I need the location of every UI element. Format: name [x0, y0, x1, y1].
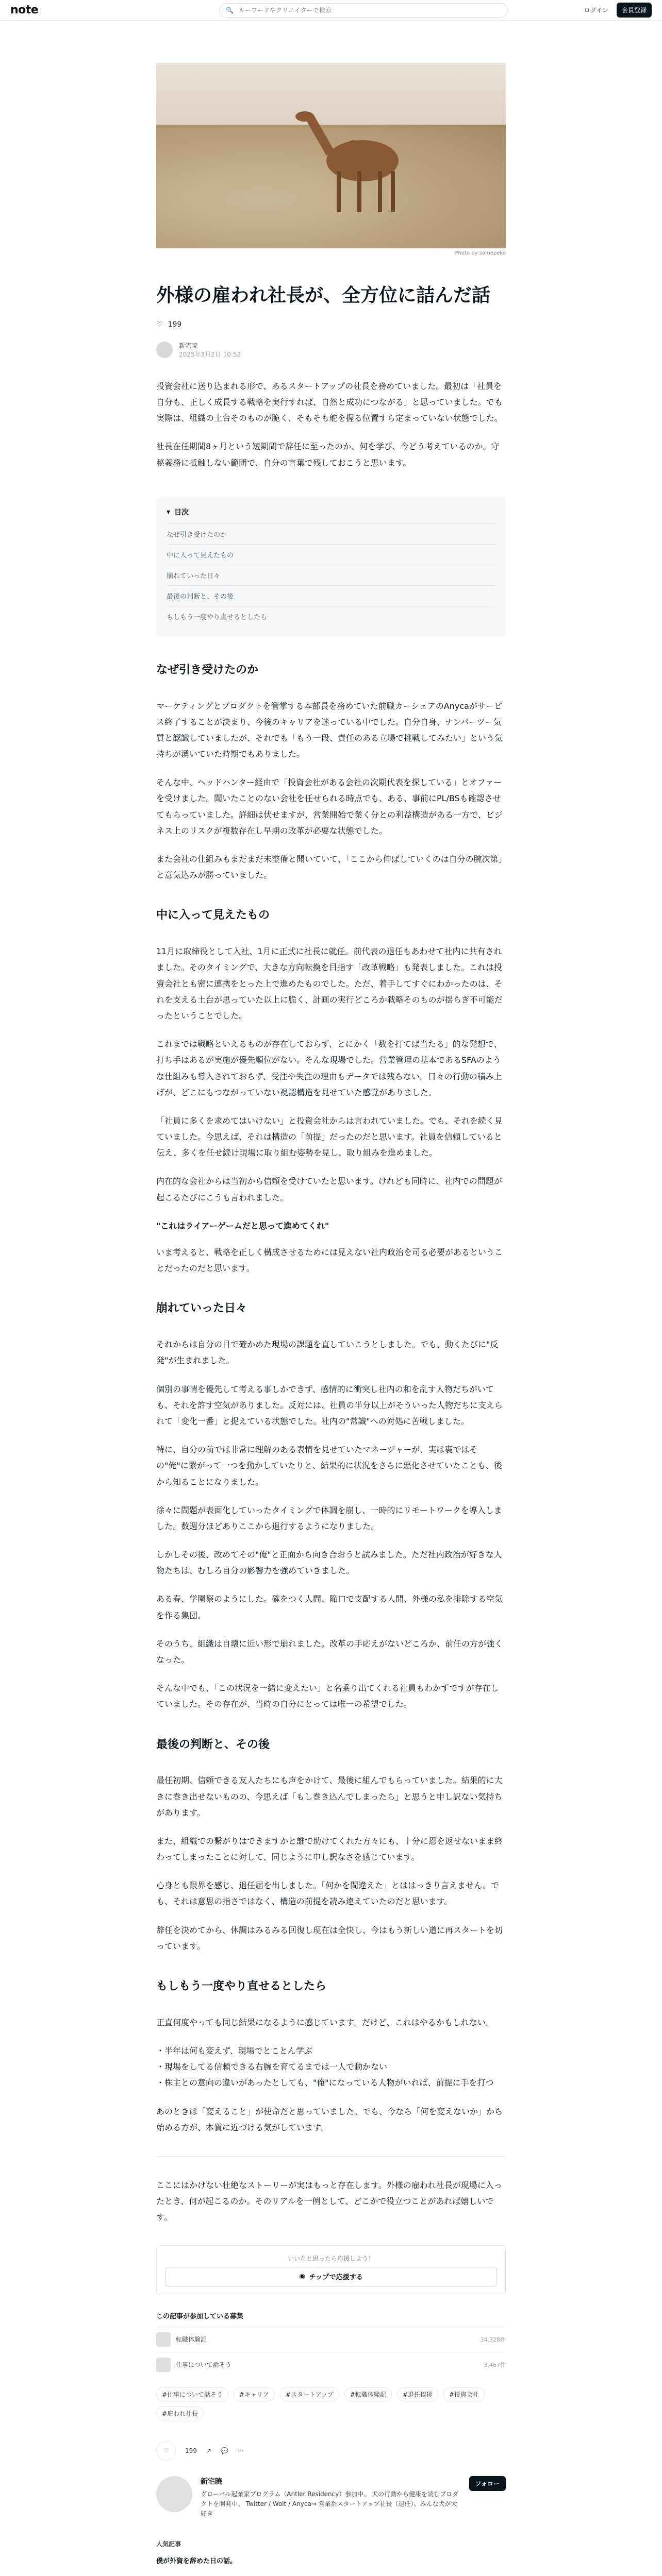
publish-date: 2025年3月2日 10:52 — [179, 350, 241, 358]
photo-credit: Photo by somepeko — [455, 250, 506, 256]
bullet-item: ・現場をしてる信頼できる右腕を育てるまでは一人で動かない — [156, 2062, 388, 2072]
paragraph: これまでは戦略といえるものが存在しておらず、とにかく「数を打てば当たる」的な発想で、打ち手はあるが実施が優先順位がない。そんな現場でした。営業管理の基本であるSFAのような仕組みも導入されておらず、受注や失注の理由もデータでは残らない。日々の行動の積み上げが、どこにもつながっていない視認構造を見せていた感覚がありました。 — [156, 1039, 502, 1097]
intro-paragraph-1: 社長在任期間8ヶ月という短期間で辞任に至ったのか、何を学び、今どう考えているのか。守秘義務に抵触しない範囲で、自分の言葉で残しておこうと思います。 — [156, 442, 500, 468]
paragraph: ある春、学園祭のようにした。確をつく人間、陥口で支配する人間、外様の私を排除する空気を作る集団。 — [156, 1594, 503, 1620]
toc-title[interactable] — [167, 507, 495, 517]
heart-icon[interactable]: ♡ — [156, 320, 163, 329]
bottom-actions — [156, 2441, 506, 2461]
author-avatar[interactable] — [156, 342, 173, 358]
magazine-title: この記事が参加している募集 — [156, 2312, 244, 2320]
author-card-avatar[interactable] — [156, 2476, 192, 2512]
magazine-name: 仕事について話そう — [176, 2361, 231, 2369]
tip-button[interactable] — [165, 2267, 497, 2286]
hero-image — [156, 63, 506, 248]
paragraph: それからは自分の目で確かめた現場の課題を直していこうとしました。でも、動くたびに"反発"が生まれました。 — [156, 1340, 499, 1366]
section-why — [156, 698, 506, 884]
header-actions — [584, 3, 652, 18]
camel-illustration — [156, 63, 506, 248]
divider — [156, 2156, 506, 2157]
search-icon: 🔍 — [226, 7, 234, 14]
toc-item[interactable]: もしもう一度やり直せるとしたら — [167, 606, 495, 626]
article-title: 外様の雇われ社長が、全方位に詰んだ話 — [156, 285, 491, 306]
magazine-name: 転職体験記 — [176, 2336, 207, 2344]
paragraph: また会社の仕組みもまだまだ未整備と聞いていて、「ここから伸ばしていくのは自分の腕次第」と意気込みが勝っていました。 — [156, 854, 503, 880]
section-heading-why: なぜ引き受けたのか — [156, 663, 259, 676]
article — [156, 21, 506, 2565]
top-nav — [0, 0, 662, 21]
section-inside — [156, 943, 506, 1276]
ending-text: ここにはかけない壮絶なストーリーが実はもっと存在します。外様の雇われ社長が現場に入ったとき、何が起こるのか。そのリアルを一例として、どこかで役立つことがあれば嬉しいです。 — [156, 2180, 502, 2223]
author-card-info — [201, 2476, 461, 2519]
quote: "これはライアーゲームだと思って進めてくれ" — [156, 1221, 329, 1231]
likes-count: 199 — [168, 320, 182, 329]
toc-item[interactable]: なぜ引き受けたのか — [167, 523, 495, 544]
heart-icon: ♡ — [163, 2447, 169, 2454]
paragraph: そのうち、組織は自壊に近い形で崩れました。改革の手応えがないどころか、前任の方が強くなった。 — [156, 1638, 503, 1665]
section-redo — [156, 2014, 506, 2136]
paragraph: 正直何度やっても同じ結果になるように感じています。だけど、これはやるかもしれない。 — [156, 2017, 494, 2027]
ending — [156, 2177, 506, 2226]
author-row — [156, 341, 506, 359]
popular-item[interactable]: 僕が外資を辞めた日の話。 — [156, 2557, 237, 2566]
comment-icon[interactable]: 💬 — [220, 2447, 228, 2454]
search-input[interactable] — [238, 6, 507, 14]
paragraph: 心身とも限界を感じ、退任届を出しました。「何かを間違えた」とははっきり言えません。でも、それは意思の指さではなく、構造の前提を読み違えていたのだと思います。 — [156, 1880, 499, 1907]
author-card — [156, 2476, 506, 2519]
paragraph: あのときは「変えること」が使命だと思っていました。でも、今なら「何を変えないか」から始める方が、本質に近づける気がしています。 — [156, 2106, 503, 2132]
paragraph: いま考えると、戦略を正しく構成させるためには見えない社内政治を司る必要があるということだったのだと思います。 — [156, 1247, 503, 1274]
paragraph: 11月に取締役として入社、1月に正式に社長に就任。前代表の退任もあわせて社内に共有されました。そのタイミングで、大きな方向転換を目指す「改革戦略」も発表しました。これは投資会社とも密に連携をとった上で進めたものでした。ただ、着手してすぐにわかったのは、それを支える土台が思っていた以上に脆く、計画の実行どころか戦略そのものが揺らぎ不可能だったということでした。 — [156, 946, 503, 1021]
tag-chip[interactable]: #仕事について話そう — [156, 2387, 228, 2401]
paragraph: マーケティングとプロダクトを管掌する本部長を務めていた前職カーシェアのAnycaがサービス終了することが決まり、今後のキャリアを迷っている中でした。自分自身、ナンバーツー気質と認識していましたが、それでも「もう一段、責任のある立場で挑戦してみたい」という気持ちが湧いていた時期でもありました。 — [156, 701, 503, 759]
section-heading-inside: 中に入って見えたもの — [156, 909, 270, 922]
signup-button[interactable]: 会員登録 — [617, 3, 652, 18]
paragraph: 徐々に問題が表面化していったタイミングで体調を崩し、一時的にリモートワークを導入しました。数週分ほどありここから退行するようになりました。 — [156, 1505, 502, 1531]
tag-chip[interactable]: #スタートアップ — [280, 2387, 339, 2401]
paragraph: 「社員に多くを求めてはいけない」と投資会社からは言われていました。でも、それを続く見ていました。今思えば、それは構造の「前提」だったのだと思います。社員を信頼していると伝え、多くを任せ続け現場に取り組む姿勢を見し、取り組みを進めました。 — [156, 1115, 503, 1158]
popular-articles — [156, 2539, 506, 2565]
magazine-thumb — [156, 2358, 171, 2372]
tips-box — [156, 2245, 506, 2295]
magazine-meta: 3,467件 — [484, 2361, 506, 2368]
author-meta — [179, 341, 241, 359]
magazine-thumb — [156, 2332, 171, 2347]
follow-button[interactable]: フォロー — [469, 2476, 506, 2491]
paragraph: そんな中、ヘッドハンター経由で「投資会社がある会社の次期代表を探している」とオファーを受けました。聞いたことのない会社を任せられる時点でも、ある、事前にPL/BSも確認させてもらっていました。詳細は伏せますが、営業開始で業く分との利益構造がある一方で、ビジネス上のリスクが複数存在し早期の改革が必要な状態でした。 — [156, 777, 503, 836]
tips-label: いいなと思ったら応援しよう！ — [287, 2255, 374, 2262]
bottom-likes-count: 199 — [185, 2447, 197, 2454]
paragraph: また、組織での繋がりはできますかと誰で助けてくれた方々にも、十分に恩を返せないまま終わってしまったことに対して、同じように申し訳なさを感じています。 — [156, 1836, 503, 1862]
bullet-item: ・半年は何も変えず、現場でとことん学ぶ — [156, 2046, 312, 2056]
toc-item[interactable]: 最後の判断と、その後 — [167, 585, 495, 606]
more-icon[interactable]: ⋯ — [237, 2447, 244, 2454]
section-heading-collapse: 崩れていった日々 — [156, 1302, 247, 1315]
magazine-item[interactable] — [156, 2352, 506, 2377]
magazine-meta: 34,328件 — [480, 2336, 506, 2343]
bullet-item: ・株主との意向の違いがあったとしても、"俺"になっている人物がいれば、前提に手を打つ — [156, 2078, 494, 2088]
login-link[interactable]: ログイン — [584, 7, 608, 14]
likes-row — [156, 320, 506, 329]
intro — [156, 378, 506, 471]
tags — [156, 2387, 506, 2420]
coin-icon: ◉ — [299, 2273, 305, 2281]
chevron-down-icon: ▾ — [167, 507, 171, 516]
note-logo[interactable]: note — [10, 4, 39, 16]
table-of-contents — [156, 497, 506, 637]
share-icon[interactable]: ↗ — [206, 2447, 211, 2454]
tag-chip[interactable]: #投資会社 — [443, 2387, 485, 2401]
magazine-item[interactable] — [156, 2327, 506, 2352]
like-button[interactable] — [156, 2441, 176, 2461]
section-heading-final: 最後の判断と、その後 — [156, 1738, 270, 1751]
paragraph: 内在的な会社からは当初から信頼を受けていたと思います。けれども同時に、社内での問題が起こるたびにこうも言われました。 — [156, 1176, 502, 1202]
tag-chip[interactable]: #転職体験記 — [344, 2387, 392, 2401]
tip-button-label: チップで応援する — [309, 2274, 363, 2282]
paragraph: 特に、自分の前では非常に理解のある表情を見せていたマネージャーが、実は裏ではその"俺"に繋がって一つを動かしていたりと、結果的に状況をさらに悪化させていたことも、後から知ることになりました。 — [156, 1445, 502, 1487]
author-card-name[interactable]: 新宅暁 — [201, 2477, 222, 2486]
search-box[interactable] — [219, 3, 508, 18]
section-final — [156, 1772, 506, 1954]
toc-item[interactable]: 崩れていった日々 — [167, 565, 495, 585]
popular-label: 人気記事 — [156, 2540, 181, 2548]
toc-item[interactable]: 中に入って見えたもの — [167, 544, 495, 565]
author-card-bio: グローバル起業家プログラム（Antler Residency）参加中。 犬の行動から健康を読むプロダクトを開発中。 Twitter / Wolt / Anyca→ 営業系スタートアップ社長（退任）。みんな犬が大好き — [201, 2490, 459, 2517]
intro-paragraph-0: 投資会社に送り込まれる形で、あるスタートアップの社長を務めていました。最初は「社員を自分も、正しく成長する戦略を実行すれば、自然と成功につながる」と思っていました。でも実際は、組織の土台そのものが脆く、そもそも舵を握る位置すら定まっていない状態でした。 — [156, 381, 503, 423]
tag-chip[interactable]: #キャリア — [234, 2387, 275, 2401]
toc-title-label: 目次 — [174, 508, 189, 517]
paragraph: 個別の事情を優先して考える事しかできず、感情的に衝突し社内の和を乱す人物だちがいても、それを許す空気がありました。反対には、社員の半分以上がそういった人物だちに支えられて「変化一番」と捉えている状態でした。社内の"常識"への対処に苦戦しました。 — [156, 1384, 503, 1426]
tag-chip[interactable]: #退任挨拶 — [397, 2387, 438, 2401]
paragraph: そんな中でも、「この状況を一緒に変えたい」と名乗り出てくれる社員もわかずですが存在していました。その存在が、当時の自分にとっては唯一の希望でした。 — [156, 1683, 499, 1709]
section-heading-redo: もしもう一度やり直せるとしたら — [156, 1980, 327, 1993]
paragraph: 辞任を決めてから、休調はみるみる回復し現在は全快し、今はもう新しい道に再スタートを切っています。 — [156, 1925, 503, 1951]
magazine-list — [156, 2311, 506, 2377]
paragraph: 最任初期、信頼できる友人たちにも声をかけて、最後に組んでもらっていました。結果的に大きに巻き出せないものの、今思えば「もし巻き込んでしまったら」と思うと申し訳ない気持ちがあります。 — [156, 1775, 503, 1818]
paragraph: しかしその後、改めてその"俺"と正面から向き合おうと試みました。ただ社内政治が好きな人物たちは、むしろ自分の影響力を強めていきました。 — [156, 1550, 502, 1576]
author-name[interactable]: 新宅暁 — [179, 342, 198, 349]
tag-chip[interactable]: #雇われ社長 — [156, 2406, 204, 2420]
section-collapse — [156, 1336, 506, 1712]
